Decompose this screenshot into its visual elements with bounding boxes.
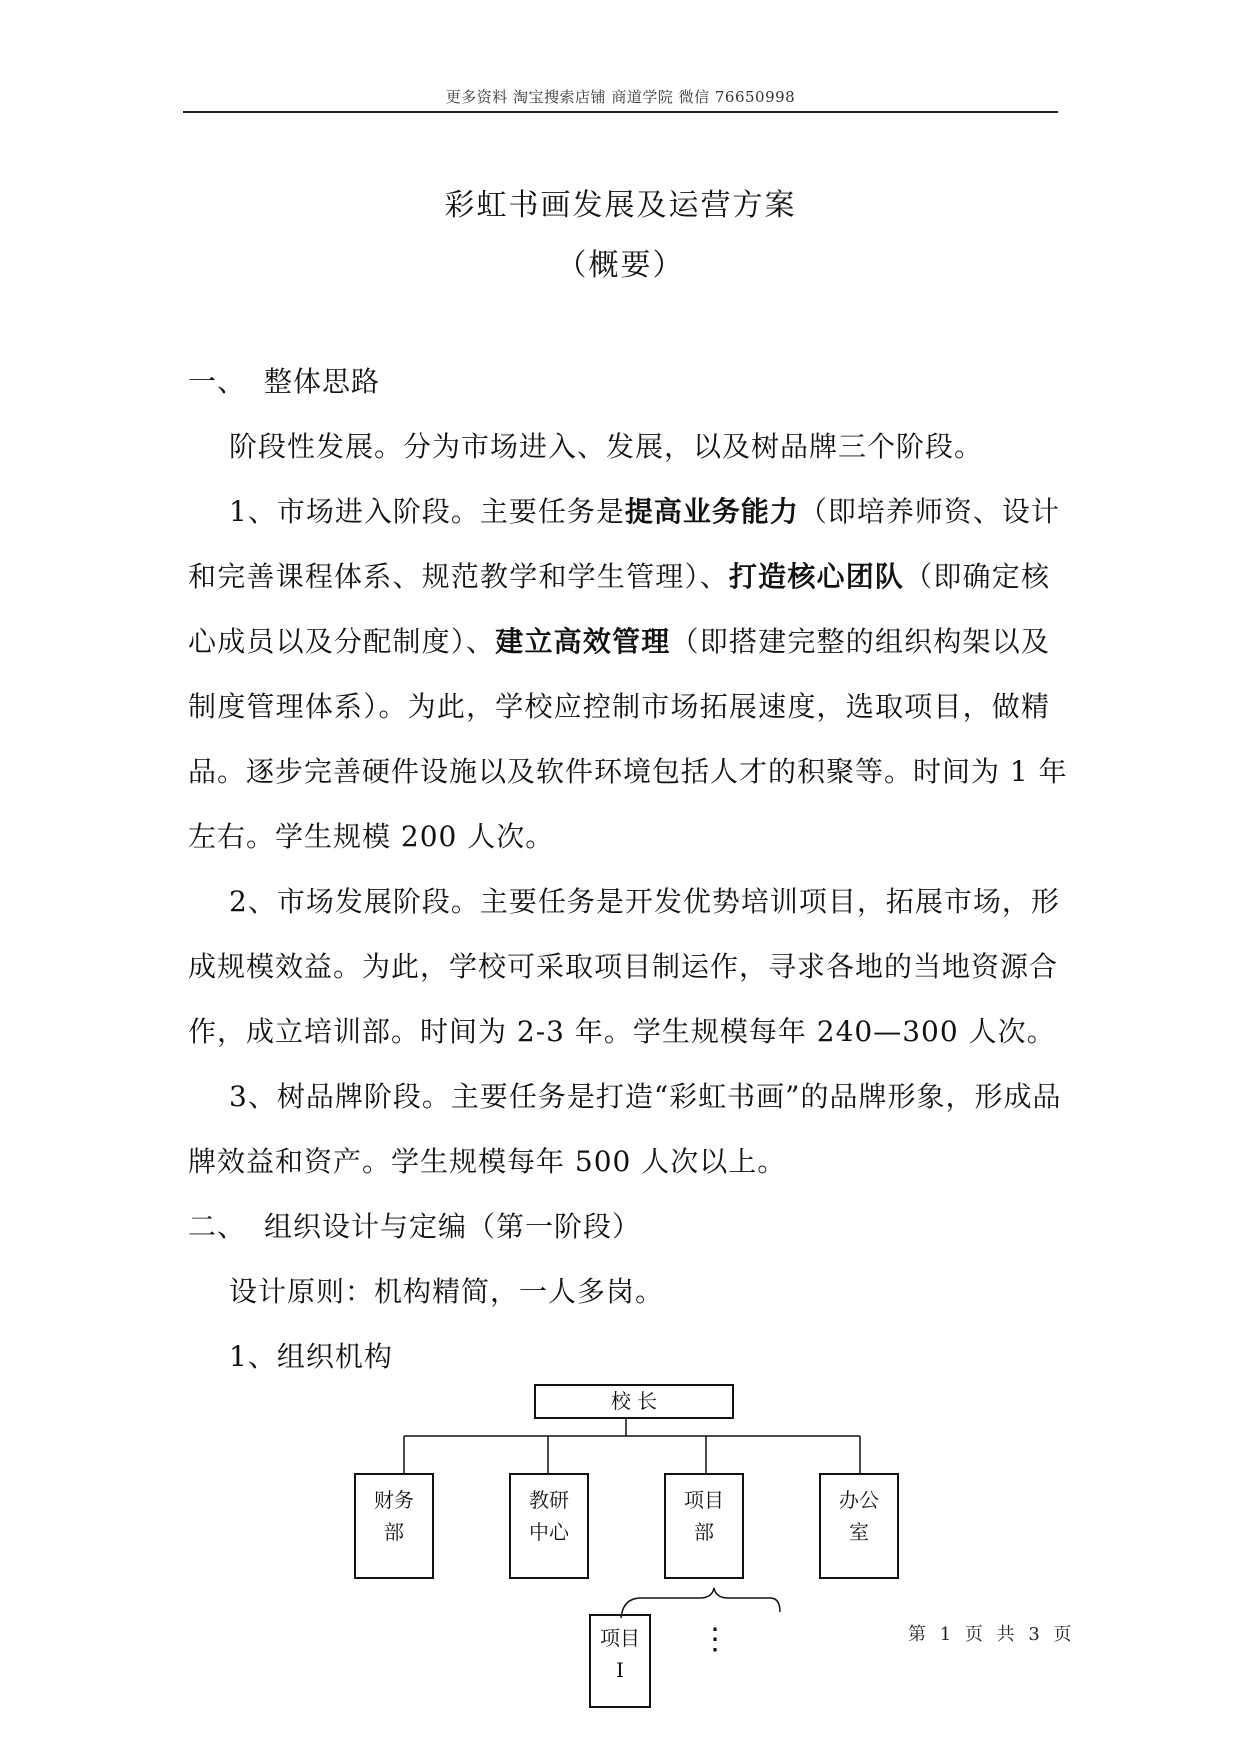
org-box-projects-label	[665, 1484, 743, 1548]
section-2-number: 二、	[188, 1210, 247, 1243]
p1-line-1-tail: （即培养师资、设计	[798, 495, 1060, 528]
p1-line-4: 制度管理体系）。为此，学校应控制市场拓展速度，选取项目，做精	[188, 690, 1050, 723]
org-box-finance-line-2: 部	[384, 1520, 404, 1544]
org-box-project-i-label	[590, 1622, 650, 1686]
p3-line-2: 牌效益和资产。学生规模每年 500 人次以上。	[188, 1145, 787, 1178]
org-box-project-i-line-1: 项目	[600, 1626, 640, 1650]
section-2-title: 组织设计与定编（第一阶段）	[264, 1210, 642, 1243]
org-box-research-line-1: 教研	[529, 1488, 569, 1512]
org-box-research-line-2: 中心	[529, 1520, 569, 1544]
p1-line-2-text: 和完善课程体系、规范教学和学生管理）、	[188, 560, 729, 593]
p1-emphasis-1: 提高业务能力	[624, 495, 799, 528]
p1-line-2-tail: （即确定核	[904, 560, 1050, 593]
subsection-org-structure: 1、组织机构	[229, 1340, 393, 1373]
org-top-label: 校 长	[610, 1389, 658, 1413]
org-box-finance-line-1: 财务	[374, 1488, 414, 1512]
org-box-projects-line-2: 部	[694, 1520, 714, 1544]
page-header-text: 更多资料 淘宝搜索店铺 商道学院 微信 76650998	[445, 88, 796, 106]
document-title: 彩虹书画发展及运营方案	[444, 188, 797, 223]
org-box-research-label	[510, 1484, 588, 1548]
section-1-intro: 阶段性发展。分为市场进入、发展，以及树品牌三个阶段。	[229, 430, 984, 463]
org-box-office-line-2: 室	[849, 1520, 869, 1544]
p2-line-1: 2、市场发展阶段。主要任务是开发优势培训项目，拓展市场，形	[229, 885, 1060, 918]
page-footer: 第 1 页 共 3 页	[908, 1624, 1076, 1645]
p1-emphasis-3: 建立高效管理	[495, 625, 671, 658]
org-box-office-label	[820, 1484, 898, 1548]
p1-line-6: 左右。学生规模 200 人次。	[188, 820, 555, 853]
p1-line-1-text: 1、市场进入阶段。主要任务是	[229, 495, 625, 528]
p1-line-3-tail: （即搭建完整的组织构架以及	[670, 625, 1050, 658]
p2-line-2: 成规模效益。为此，学校可采取项目制运作，寻求各地的当地资源合	[188, 950, 1059, 983]
design-principle: 设计原则：机构精简，一人多岗。	[229, 1275, 665, 1308]
p1-emphasis-2: 打造核心团队	[728, 560, 905, 593]
p3-line-1: 3、树品牌阶段。主要任务是打造“彩虹书画”的品牌形象，形成品	[229, 1080, 1062, 1113]
org-box-project-i-line-2: I	[616, 1658, 624, 1682]
org-brace	[621, 1588, 780, 1618]
p2-line-3: 作，成立培训部。时间为 2-3 年。学生规模每年 240—300 人次。	[188, 1015, 1056, 1048]
section-1-title: 整体思路	[264, 365, 381, 398]
p1-line-5: 品。逐步完善硬件设施以及软件环境包括人才的积聚等。时间为 1 年	[188, 755, 1068, 788]
org-ellipsis: ⋮	[700, 1622, 730, 1657]
document-subtitle: （概要）	[556, 248, 685, 283]
org-box-finance-label	[355, 1484, 433, 1548]
p1-line-3-text: 心成员以及分配制度）、	[188, 625, 496, 658]
section-1-number: 一、	[188, 365, 247, 398]
org-box-projects-line-1: 项目	[684, 1488, 724, 1512]
org-box-office-line-1: 办公	[839, 1488, 879, 1512]
